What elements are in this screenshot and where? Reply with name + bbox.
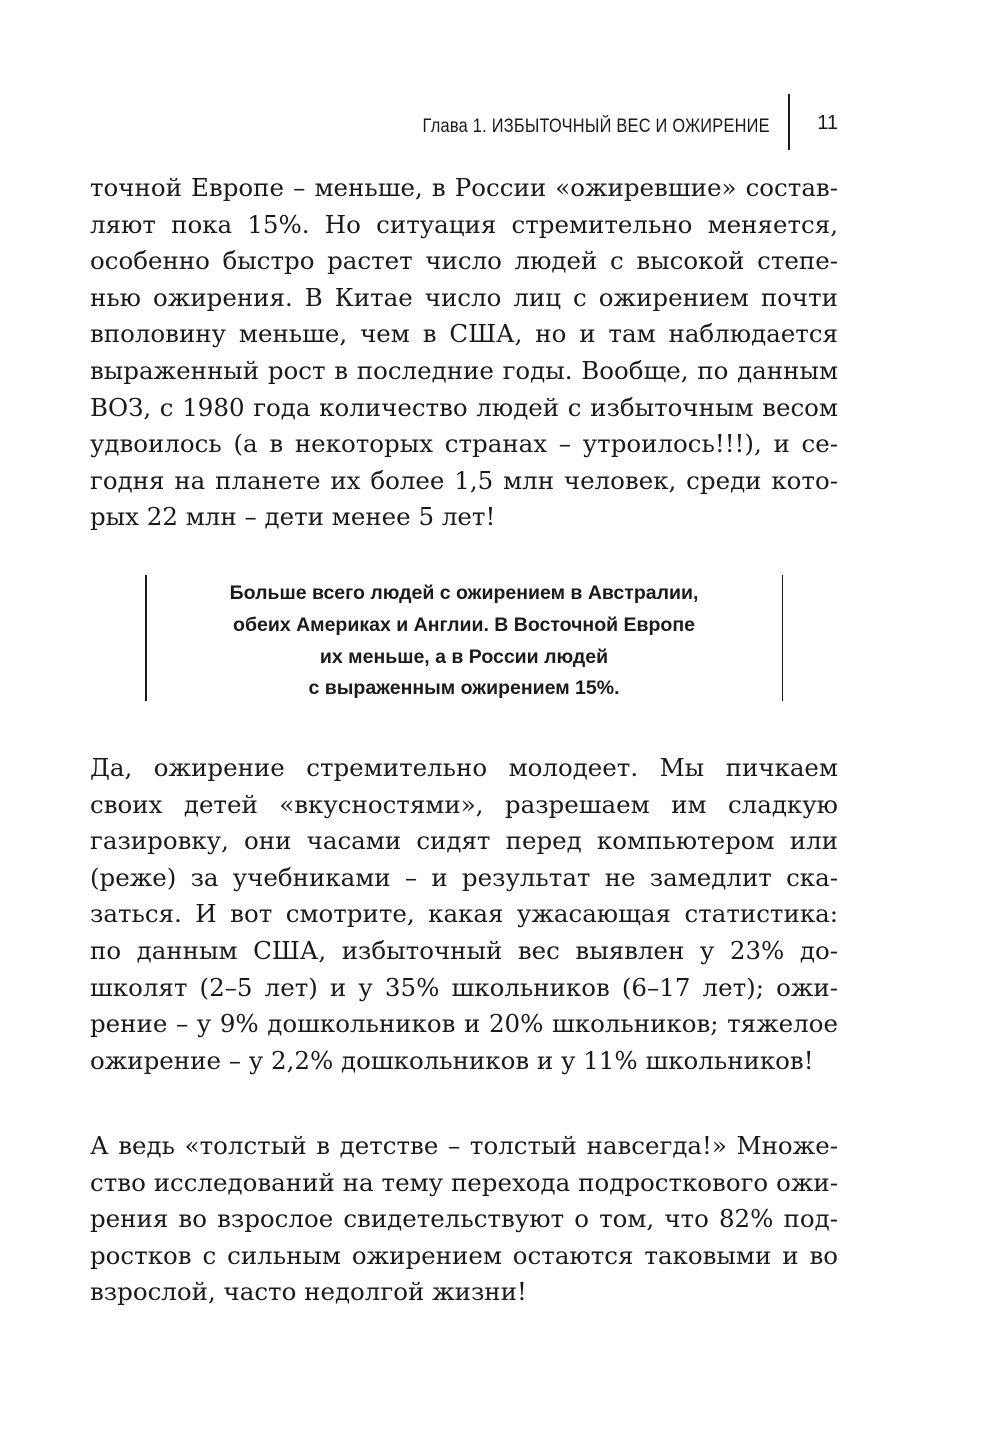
page-number: 11 <box>817 112 838 134</box>
header-divider <box>788 94 790 150</box>
body-paragraph-2 <box>90 750 838 1079</box>
paragraph-text: Да, ожирение стремительно молодеет. Мы пичкаем своих детей «вкусностями», разрешаем им сладкую газировку, они часами сидят перед компьютером или (реже) за учебниками – и результат не замедлит сказаться. И вот смотрите, какая ужасающая статистика: по данным США, избыточный вес выявлен у 23% дошколят (2–5 лет) и у 35% школьников (6–17 лет); ожирение – у 9% дошкольников и 20% школьников; тяжелое ожирение – у 2,2% дошкольников и у 11% школьников! <box>90 753 838 1075</box>
callout-left-rule <box>145 575 147 701</box>
callout-box <box>145 575 783 701</box>
body-paragraph-3 <box>90 1128 838 1311</box>
paragraph-text: А ведь «толстый в детстве – толстый навсегда!» Множество исследований на тему перехода подросткового ожирения во взрослое свидетельствуют о том, что 82% подростков с сильным ожирением остаются таковыми и во взрослой, часто недолгой жизни! <box>90 1131 838 1307</box>
paragraph-text: точной Европе – меньше, в России «ожиревшие» составляют пока 15%. Но ситуация стремительно меняется, особенно быстро растет число людей с высокой степенью ожирения. В Китае число лиц с ожирением почти вполовину меньше, чем в США, но и там наблюдается выраженный рост в последние годы. Вообще, по данным ВОЗ, с 1980 года количество людей с избыточным весом удвоилось (а в некоторых странах – утроилось!!!), и сегодня на планете их более 1,5 млн человек, среди которых 22 млн – дети менее 5 лет! <box>90 173 838 532</box>
callout-line: их меньше, а в России людей <box>319 645 609 668</box>
callout-right-rule <box>782 575 784 701</box>
callout-line: с выраженным ожирением 15%. <box>308 677 620 700</box>
callout-text <box>153 578 775 705</box>
callout-line: обеих Америках и Англии. В Восточной Европе <box>233 613 695 636</box>
callout-line: Больше всего людей с ожирением в Австралии, <box>229 582 699 604</box>
body-paragraph-1 <box>90 170 838 536</box>
page-header <box>90 112 838 152</box>
running-head: Глава 1. ИЗБЫТОЧНЫЙ ВЕС И ОЖИРЕНИЕ <box>422 116 770 137</box>
